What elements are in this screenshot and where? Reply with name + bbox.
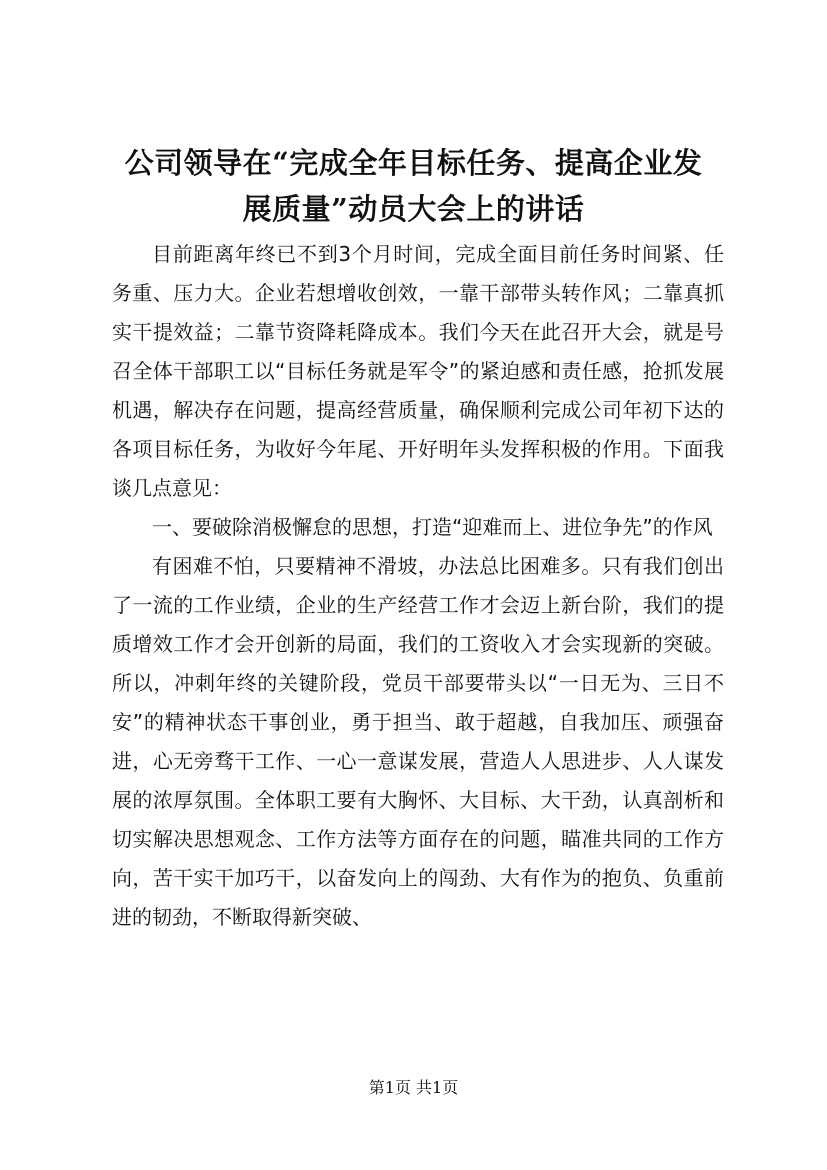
section-heading-1: 一、要破除消极懈怠的思想，打造“迎难而上、进位争先”的作风: [152, 515, 713, 539]
page-footer: 第1页 共1页: [368, 1078, 459, 1097]
document-body: [112, 235, 724, 937]
paragraph-section-1: 有困难不怕，只要精神不滑坡，办法总比困难多。只有我们创出了一流的工作业绩，企业的生产经营工作才会迈上新台阶，我们的提质增效工作才会开创新的局面，我们的工资收入才会实现新的突破。所以，冲刺年终的关键阶段，党员干部要带头以“一日无为、三日不安”的精神状态干事创业，勇于担当、敢于超越，自我加压、顽强奋进，心无旁骛干工作、一心一意谋发展，营造人人思进步、人人谋发展的浓厚氛围。全体职工要有大胸怀、大目标、大干劲，认真剖析和切实解决思想观念、工作方法等方面存在的问题，瞄准共同的工作方向，苦干实干加巧干，以奋发向上的闯劲、大有作为的抱负、负重前进的韧劲，不断取得新突破、: [112, 554, 724, 929]
document-title: [100, 140, 727, 232]
paragraph-intro: 目前距离年终已不到3个月时间，完成全面目前任务时间紧、任务重、压力大。企业若想增收创效，一靠干部带头转作风；二靠真抓实干提效益；二靠节资降耗降成本。我们今天在此召开大会，就是号召全体干部职工以“目标任务就是军令”的紧迫感和责任感，抢抓发展机遇，解决存在问题，提高经营质量，确保顺利完成公司年初下达的各项目标任务，为收好今年尾、开好明年头发挥积极的作用。下面我谈几点意见：: [112, 242, 724, 500]
title-line-2: 展质量”动员大会上的讲话: [242, 192, 585, 226]
title-line-1: 公司领导在“完成全年目标任务、提高企业发: [124, 146, 703, 180]
